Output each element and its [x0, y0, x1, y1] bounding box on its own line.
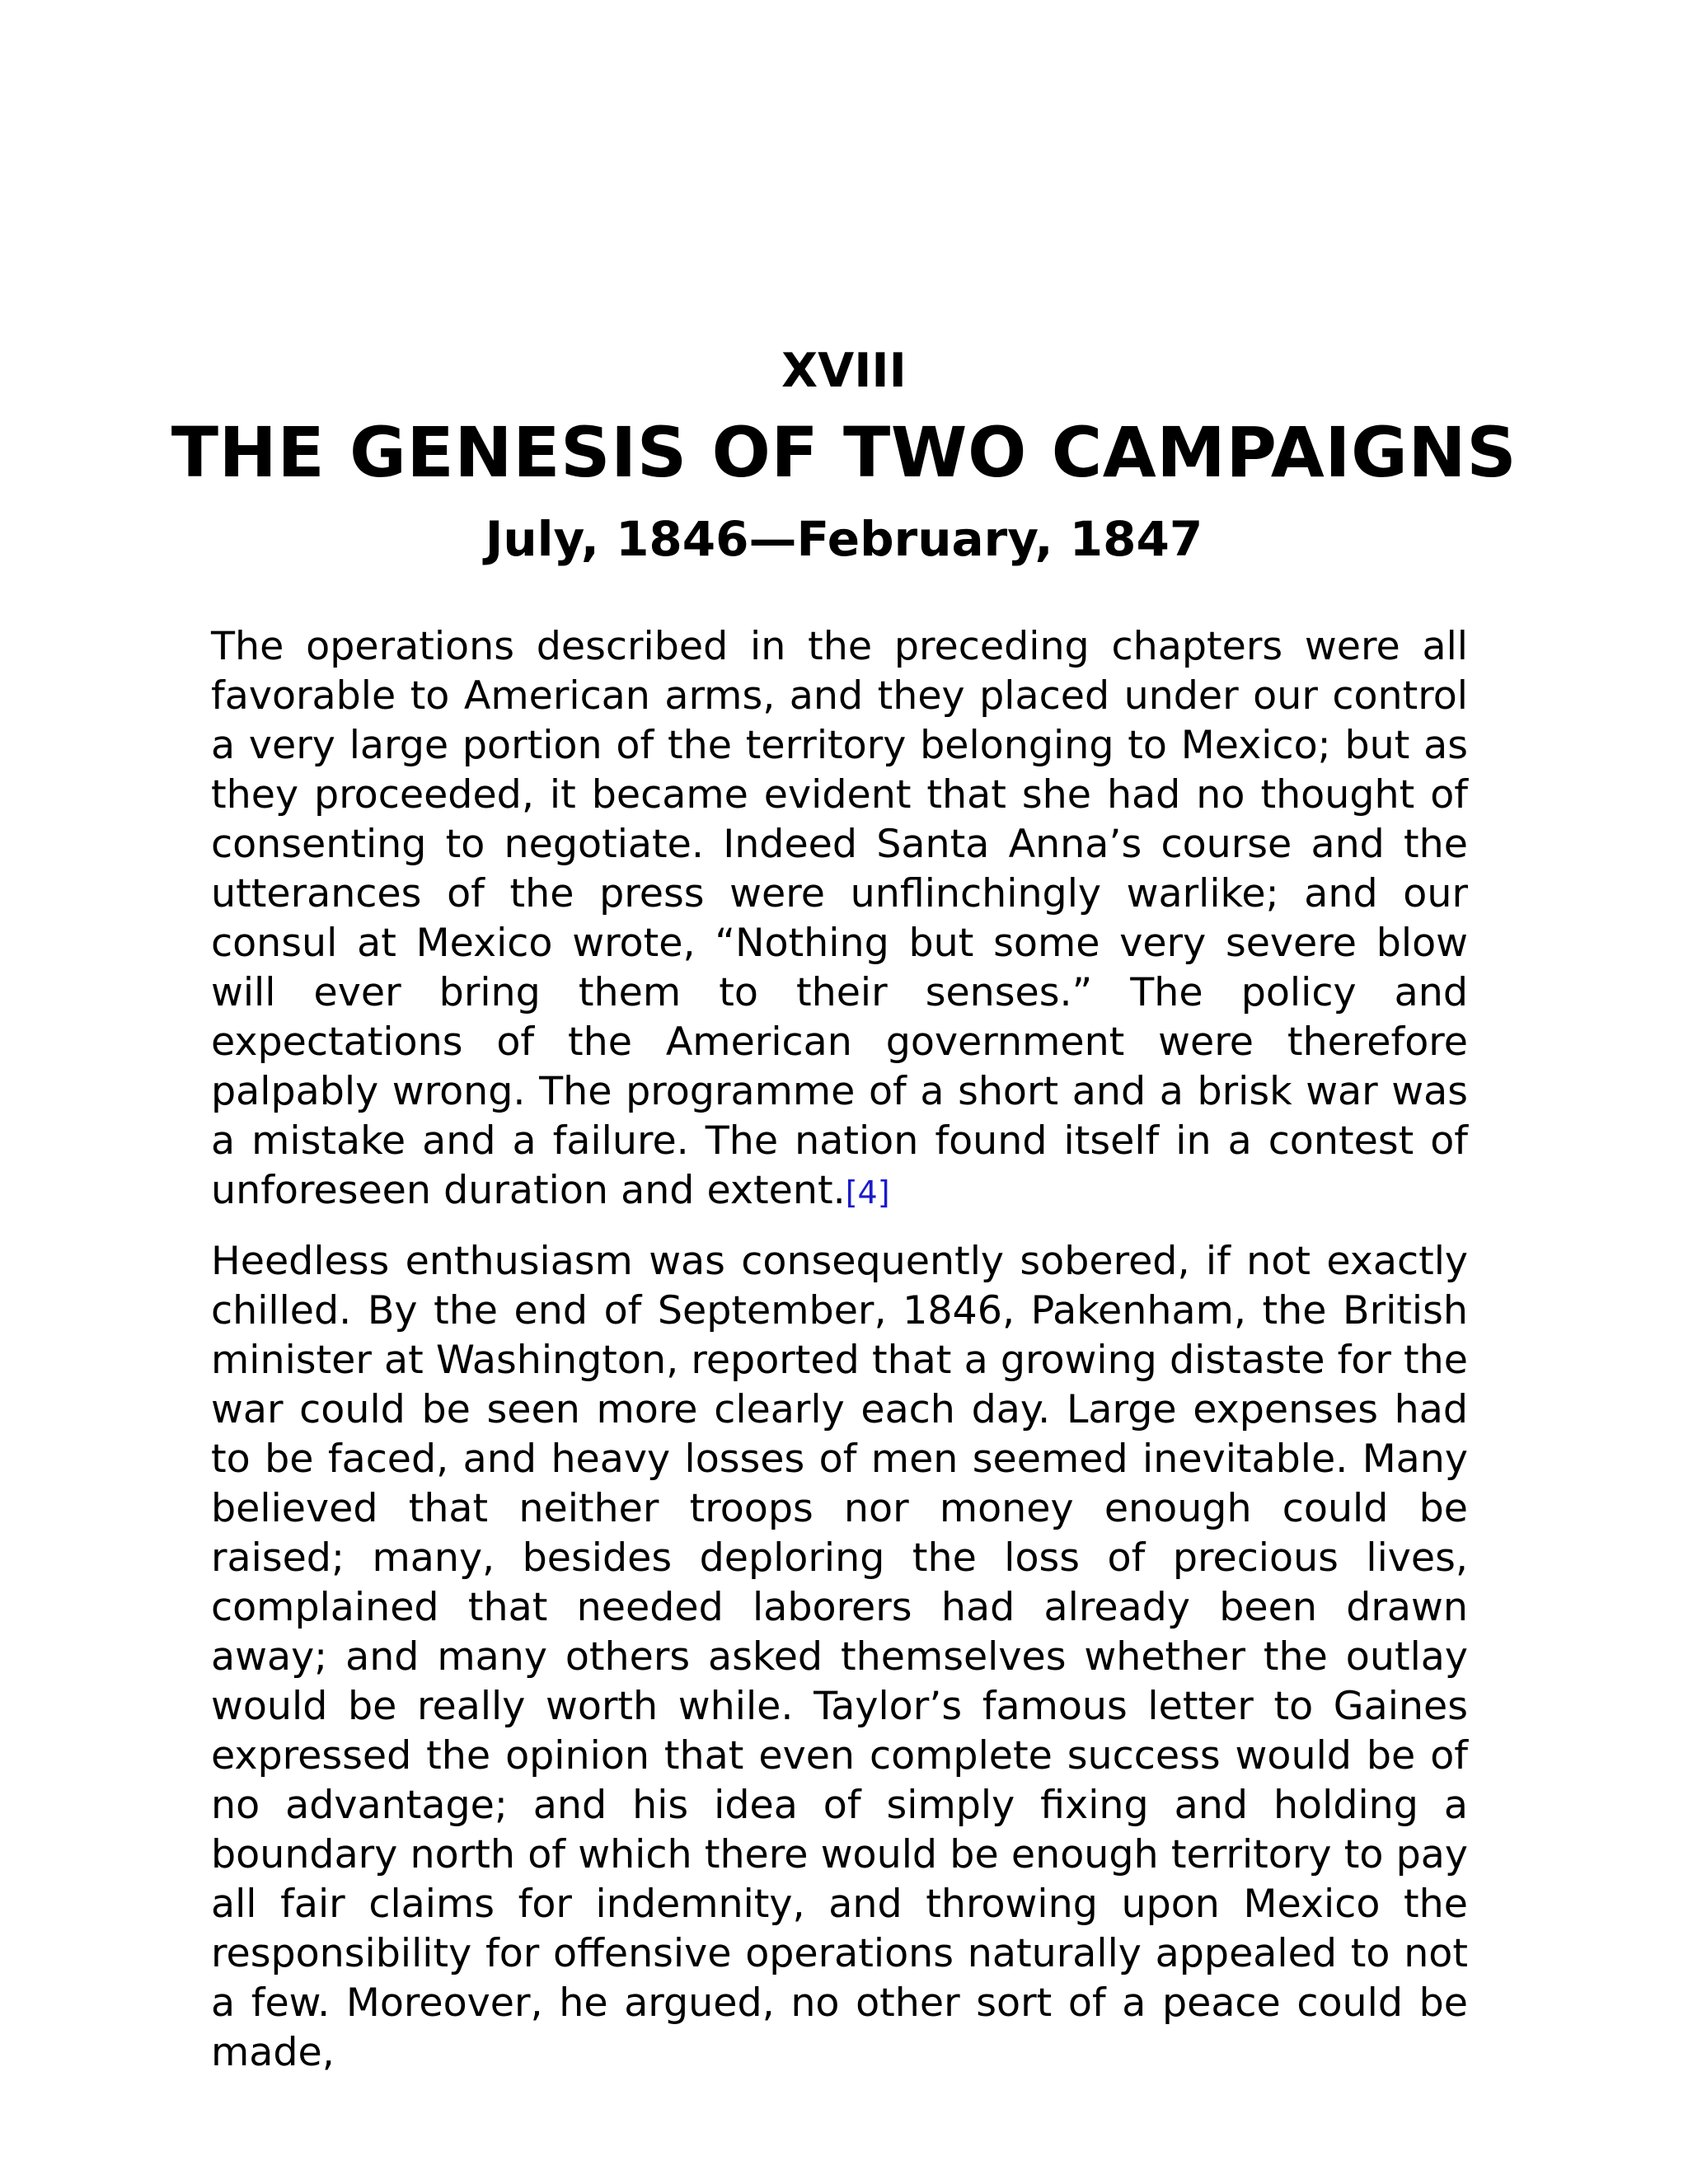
paragraph-2-text: Heedless enthusiasm was consequently sobered, if not exactly chilled. By the end of September, 1846, Pakenham, the British minister at Washington, reported that a growing distaste for the war could be seen more clearly each day. Large expenses had to be faced, and heavy losses of men seemed inevitable. Many believed that neither troops nor money enough could be raised; many, besides deploring the loss of precious lives, complained that needed laborers had already been drawn away; and many others asked themselves whether the outlay would be really worth while. Taylor’s famous letter to Gaines expressed the opinion that even complete success would be of no advantage; and his idea of simply fixing and holding a boundary north of which there would be enough territory to pay all fair claims for indemnity, and throwing upon Mexico the responsibility for offensive operations naturally appealed to not a few. Moreover, he argued, no other sort of a peace could be made,	[211, 1239, 1468, 2075]
paragraph-1	[211, 622, 1468, 1217]
chapter-number: XVIII	[781, 344, 907, 398]
paragraph-2	[211, 1237, 1468, 2078]
footnote-link[interactable]: [4]	[845, 1174, 890, 1211]
chapter-dates: July, 1846—February, 1847	[485, 511, 1203, 567]
chapter-title: THE GENESIS OF TWO CAMPAIGNS	[171, 412, 1517, 493]
chapter-body	[211, 622, 1468, 2078]
paragraph-1-text: The operations described in the preceding chapters were all favorable to American arms, and they placed under our control a very large portion of the territory belonging to Mexico; but as they proceeded, it became evident that she had no thought of consenting to negotiate. Indeed Santa Anna’s course and the utterances of the press were unflinchingly warlike; and our consul at Mexico wrote, “Nothing but some very severe blow will ever bring them to their senses.” The policy and expectations of the American government were therefore palpably wrong. The programme of a short and a brisk war was a mistake and a failure. The nation found itself in a contest of unforeseen duration and extent.	[211, 624, 1468, 1213]
